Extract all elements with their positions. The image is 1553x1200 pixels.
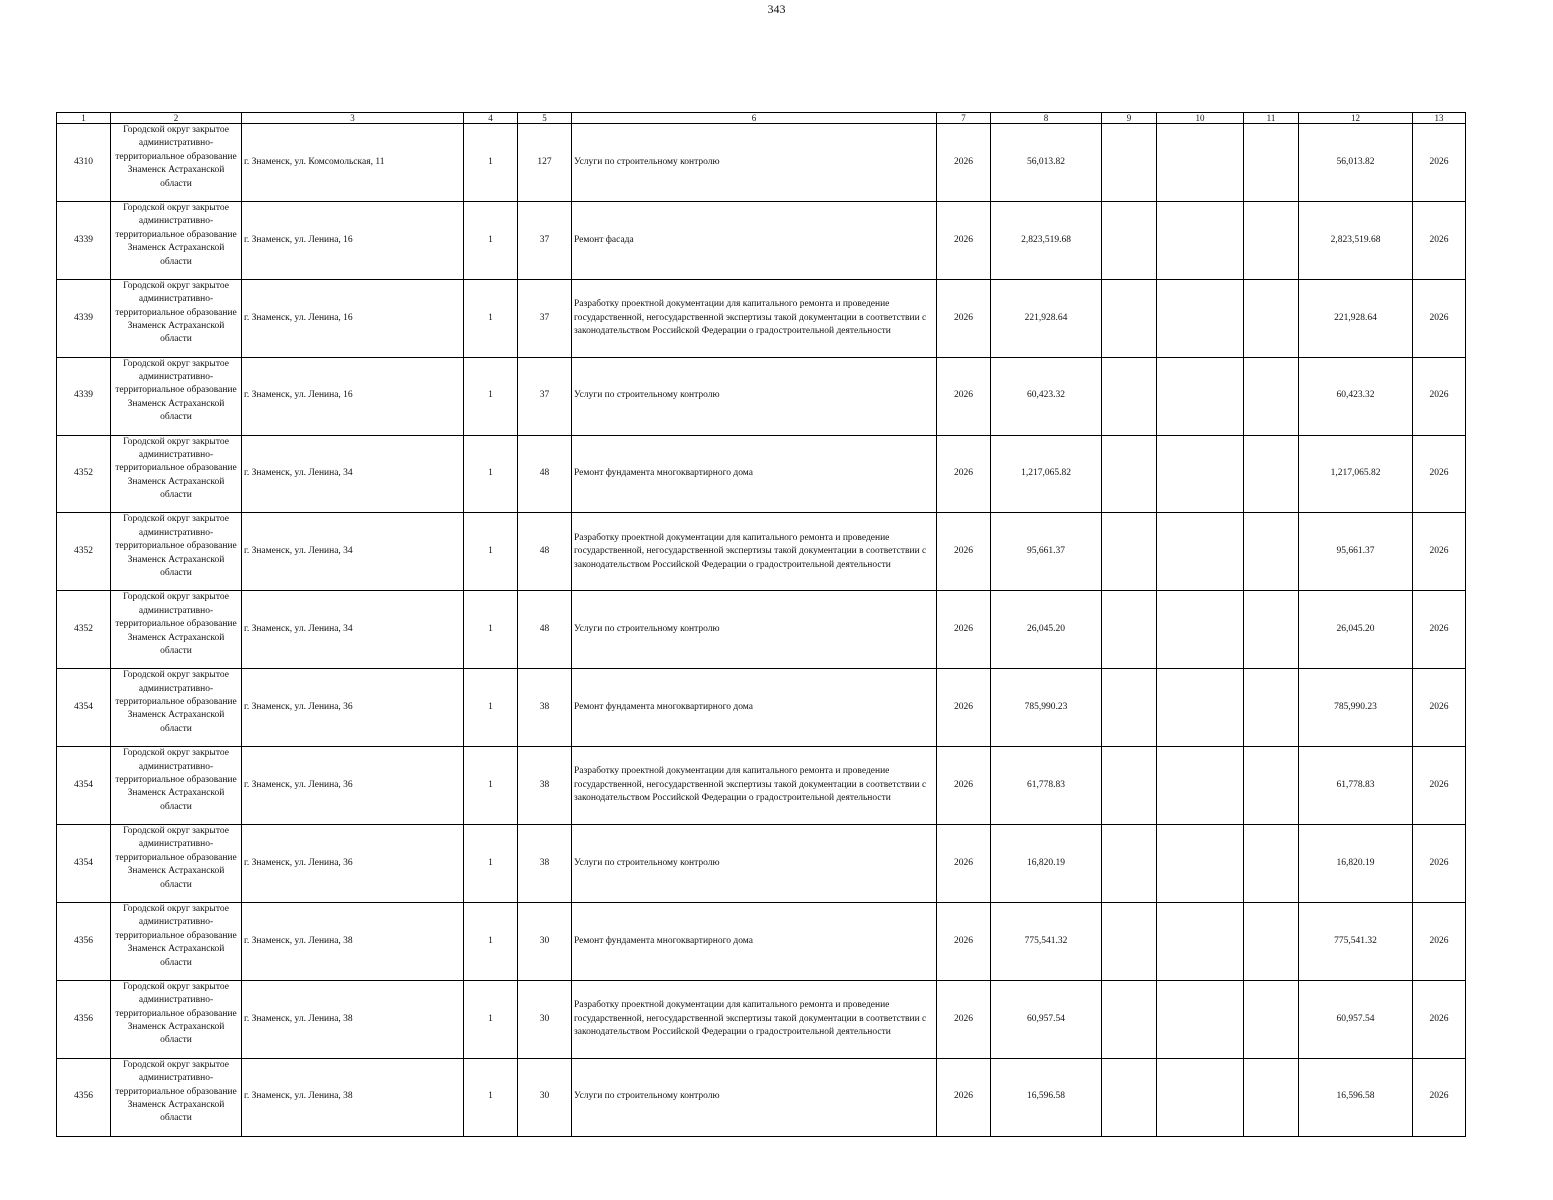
municipality-cell: Городской округ закрытое административно-территориальное образование Знаменск Астраханской области: [111, 747, 242, 825]
registry-table: [56, 112, 1466, 1137]
column-header: 4: [464, 113, 518, 124]
address-cell: г. Знаменск, ул. Ленина, 34: [242, 435, 464, 513]
col12-cell: 1,217,065.82: [1299, 435, 1413, 513]
work-type-cell: Разработку проектной документации для капитального ремонта и проведение государственной, негосударственной экспертизы такой документации в соответствии с законодательством Российской Федерации о градостроительной деятельности: [572, 747, 937, 825]
object-id: 4356: [57, 902, 111, 980]
col12-cell: 60,423.32: [1299, 357, 1413, 435]
total-cost-cell: 60,957.54: [991, 980, 1102, 1058]
col4-cell: 1: [464, 747, 518, 825]
col12-cell: 221,928.64: [1299, 279, 1413, 357]
completion-year-cell: 2026: [1413, 980, 1466, 1058]
column-header: 3: [242, 113, 464, 124]
col12-cell: 60,957.54: [1299, 980, 1413, 1058]
address-cell: г. Знаменск, ул. Ленина, 34: [242, 591, 464, 669]
municipality-cell: Городской округ закрытое административно-территориальное образование Знаменск Астраханской области: [111, 980, 242, 1058]
object-id: 4352: [57, 591, 111, 669]
completion-year-cell: 2026: [1413, 279, 1466, 357]
address-cell: г. Знаменск, ул. Ленина, 38: [242, 980, 464, 1058]
col12-cell: 95,661.37: [1299, 513, 1413, 591]
object-id: 4354: [57, 747, 111, 825]
work-type-cell: Услуги по строительному контролю: [572, 591, 937, 669]
col9-cell: [1102, 669, 1157, 747]
col10-cell: [1157, 201, 1244, 279]
col5-cell: 48: [518, 591, 572, 669]
col11-cell: [1244, 279, 1299, 357]
col10-cell: [1157, 435, 1244, 513]
col9-cell: [1102, 591, 1157, 669]
col9-cell: [1102, 825, 1157, 903]
table-row: [57, 435, 1466, 513]
col4-cell: 1: [464, 357, 518, 435]
column-header: 7: [937, 113, 991, 124]
col4-cell: 1: [464, 124, 518, 202]
year-cell: 2026: [937, 124, 991, 202]
total-cost-cell: 2,823,519.68: [991, 201, 1102, 279]
col10-cell: [1157, 902, 1244, 980]
object-id: 4354: [57, 669, 111, 747]
col11-cell: [1244, 591, 1299, 669]
completion-year-cell: 2026: [1413, 825, 1466, 903]
col5-cell: 30: [518, 902, 572, 980]
completion-year-cell: 2026: [1413, 902, 1466, 980]
table-row: [57, 124, 1466, 202]
col11-cell: [1244, 513, 1299, 591]
total-cost-cell: 775,541.32: [991, 902, 1102, 980]
col10-cell: [1157, 980, 1244, 1058]
col9-cell: [1102, 513, 1157, 591]
col4-cell: 1: [464, 902, 518, 980]
address-cell: г. Знаменск, ул. Ленина, 16: [242, 279, 464, 357]
work-type-cell: Услуги по строительному контролю: [572, 825, 937, 903]
address-cell: г. Знаменск, ул. Ленина, 34: [242, 513, 464, 591]
col11-cell: [1244, 201, 1299, 279]
address-cell: г. Знаменск, ул. Ленина, 36: [242, 669, 464, 747]
object-id: 4356: [57, 1058, 111, 1136]
col11-cell: [1244, 1058, 1299, 1136]
col4-cell: 1: [464, 591, 518, 669]
municipality-cell: Городской округ закрытое административно-территориальное образование Знаменск Астраханской области: [111, 279, 242, 357]
year-cell: 2026: [937, 1058, 991, 1136]
completion-year-cell: 2026: [1413, 201, 1466, 279]
col5-cell: 38: [518, 669, 572, 747]
completion-year-cell: 2026: [1413, 357, 1466, 435]
municipality-cell: Городской округ закрытое административно-территориальное образование Знаменск Астраханской области: [111, 1058, 242, 1136]
col5-cell: 38: [518, 747, 572, 825]
total-cost-cell: 221,928.64: [991, 279, 1102, 357]
col9-cell: [1102, 747, 1157, 825]
completion-year-cell: 2026: [1413, 435, 1466, 513]
col12-cell: 26,045.20: [1299, 591, 1413, 669]
col11-cell: [1244, 669, 1299, 747]
work-type-cell: Разработку проектной документации для капитального ремонта и проведение государственной, негосударственной экспертизы такой документации в соответствии с законодательством Российской Федерации о градостроительной деятельности: [572, 279, 937, 357]
object-id: 4310: [57, 124, 111, 202]
total-cost-cell: 60,423.32: [991, 357, 1102, 435]
total-cost-cell: 16,820.19: [991, 825, 1102, 903]
table-row: [57, 279, 1466, 357]
col9-cell: [1102, 201, 1157, 279]
col11-cell: [1244, 357, 1299, 435]
col5-cell: 30: [518, 1058, 572, 1136]
total-cost-cell: 26,045.20: [991, 591, 1102, 669]
completion-year-cell: 2026: [1413, 124, 1466, 202]
col12-cell: 16,820.19: [1299, 825, 1413, 903]
header-row: [57, 113, 1466, 124]
work-type-cell: Ремонт фундамента многоквартирного дома: [572, 902, 937, 980]
table-row: [57, 747, 1466, 825]
col5-cell: 38: [518, 825, 572, 903]
completion-year-cell: 2026: [1413, 669, 1466, 747]
col4-cell: 1: [464, 669, 518, 747]
column-header: 9: [1102, 113, 1157, 124]
work-type-cell: Услуги по строительному контролю: [572, 357, 937, 435]
year-cell: 2026: [937, 201, 991, 279]
col4-cell: 1: [464, 435, 518, 513]
col9-cell: [1102, 357, 1157, 435]
municipality-cell: Городской округ закрытое административно-территориальное образование Знаменск Астраханской области: [111, 201, 242, 279]
col10-cell: [1157, 591, 1244, 669]
object-id: 4352: [57, 435, 111, 513]
col9-cell: [1102, 435, 1157, 513]
col12-cell: 2,823,519.68: [1299, 201, 1413, 279]
year-cell: 2026: [937, 669, 991, 747]
year-cell: 2026: [937, 435, 991, 513]
col4-cell: 1: [464, 825, 518, 903]
work-type-cell: Ремонт фундамента многоквартирного дома: [572, 669, 937, 747]
col10-cell: [1157, 1058, 1244, 1136]
col11-cell: [1244, 980, 1299, 1058]
work-type-cell: Ремонт фасада: [572, 201, 937, 279]
col5-cell: 37: [518, 279, 572, 357]
total-cost-cell: 16,596.58: [991, 1058, 1102, 1136]
col11-cell: [1244, 825, 1299, 903]
address-cell: г. Знаменск, ул. Ленина, 16: [242, 357, 464, 435]
col10-cell: [1157, 279, 1244, 357]
table-row: [57, 902, 1466, 980]
object-id: 4356: [57, 980, 111, 1058]
col12-cell: 16,596.58: [1299, 1058, 1413, 1136]
col11-cell: [1244, 435, 1299, 513]
table-body: [57, 124, 1466, 1137]
municipality-cell: Городской округ закрытое административно-территориальное образование Знаменск Астраханской области: [111, 124, 242, 202]
municipality-cell: Городской округ закрытое административно-территориальное образование Знаменск Астраханской области: [111, 825, 242, 903]
col5-cell: 127: [518, 124, 572, 202]
column-header: 5: [518, 113, 572, 124]
municipality-cell: Городской округ закрытое административно-территориальное образование Знаменск Астраханской области: [111, 357, 242, 435]
col10-cell: [1157, 825, 1244, 903]
object-id: 4339: [57, 279, 111, 357]
work-type-cell: Ремонт фундамента многоквартирного дома: [572, 435, 937, 513]
total-cost-cell: 95,661.37: [991, 513, 1102, 591]
column-header: 10: [1157, 113, 1244, 124]
column-header: 6: [572, 113, 937, 124]
col5-cell: 30: [518, 980, 572, 1058]
completion-year-cell: 2026: [1413, 1058, 1466, 1136]
year-cell: 2026: [937, 357, 991, 435]
object-id: 4354: [57, 825, 111, 903]
municipality-cell: Городской округ закрытое административно-территориальное образование Знаменск Астраханской области: [111, 513, 242, 591]
work-type-cell: Услуги по строительному контролю: [572, 1058, 937, 1136]
object-id: 4339: [57, 357, 111, 435]
col4-cell: 1: [464, 513, 518, 591]
col10-cell: [1157, 669, 1244, 747]
col9-cell: [1102, 980, 1157, 1058]
completion-year-cell: 2026: [1413, 513, 1466, 591]
total-cost-cell: 61,778.83: [991, 747, 1102, 825]
col9-cell: [1102, 279, 1157, 357]
column-header: 2: [111, 113, 242, 124]
year-cell: 2026: [937, 747, 991, 825]
table-row: [57, 357, 1466, 435]
municipality-cell: Городской округ закрытое административно-территориальное образование Знаменск Астраханской области: [111, 435, 242, 513]
year-cell: 2026: [937, 980, 991, 1058]
work-type-cell: Услуги по строительному контролю: [572, 124, 937, 202]
col12-cell: 775,541.32: [1299, 902, 1413, 980]
col4-cell: 1: [464, 201, 518, 279]
col5-cell: 37: [518, 201, 572, 279]
total-cost-cell: 56,013.82: [991, 124, 1102, 202]
col9-cell: [1102, 902, 1157, 980]
work-type-cell: Разработку проектной документации для капитального ремонта и проведение государственной, негосударственной экспертизы такой документации в соответствии с законодательством Российской Федерации о градостроительной деятельности: [572, 513, 937, 591]
address-cell: г. Знаменск, ул. Ленина, 38: [242, 1058, 464, 1136]
table-row: [57, 1058, 1466, 1136]
address-cell: г. Знаменск, ул. Ленина, 16: [242, 201, 464, 279]
col11-cell: [1244, 902, 1299, 980]
total-cost-cell: 785,990.23: [991, 669, 1102, 747]
col4-cell: 1: [464, 279, 518, 357]
col12-cell: 61,778.83: [1299, 747, 1413, 825]
col4-cell: 1: [464, 980, 518, 1058]
total-cost-cell: 1,217,065.82: [991, 435, 1102, 513]
column-header: 8: [991, 113, 1102, 124]
address-cell: г. Знаменск, ул. Ленина, 36: [242, 747, 464, 825]
year-cell: 2026: [937, 825, 991, 903]
col11-cell: [1244, 124, 1299, 202]
column-header: 1: [57, 113, 111, 124]
col10-cell: [1157, 124, 1244, 202]
page-number: 343: [767, 2, 786, 16]
col12-cell: 56,013.82: [1299, 124, 1413, 202]
column-header: 12: [1299, 113, 1413, 124]
municipality-cell: Городской округ закрытое административно-территориальное образование Знаменск Астраханской области: [111, 591, 242, 669]
year-cell: 2026: [937, 513, 991, 591]
address-cell: г. Знаменск, ул. Комсомольская, 11: [242, 124, 464, 202]
col10-cell: [1157, 747, 1244, 825]
table-row: [57, 513, 1466, 591]
object-id: 4352: [57, 513, 111, 591]
table-row: [57, 201, 1466, 279]
address-cell: г. Знаменск, ул. Ленина, 36: [242, 825, 464, 903]
municipality-cell: Городской округ закрытое административно-территориальное образование Знаменск Астраханской области: [111, 902, 242, 980]
completion-year-cell: 2026: [1413, 747, 1466, 825]
table-row: [57, 825, 1466, 903]
municipality-cell: Городской округ закрытое административно-территориальное образование Знаменск Астраханской области: [111, 669, 242, 747]
col4-cell: 1: [464, 1058, 518, 1136]
year-cell: 2026: [937, 591, 991, 669]
col10-cell: [1157, 513, 1244, 591]
col10-cell: [1157, 357, 1244, 435]
year-cell: 2026: [937, 902, 991, 980]
col12-cell: 785,990.23: [1299, 669, 1413, 747]
table-row: [57, 669, 1466, 747]
work-type-cell: Разработку проектной документации для капитального ремонта и проведение государственной, негосударственной экспертизы такой документации в соответствии с законодательством Российской Федерации о градостроительной деятельности: [572, 980, 937, 1058]
col5-cell: 48: [518, 513, 572, 591]
address-cell: г. Знаменск, ул. Ленина, 38: [242, 902, 464, 980]
column-header: 11: [1244, 113, 1299, 124]
completion-year-cell: 2026: [1413, 591, 1466, 669]
col5-cell: 37: [518, 357, 572, 435]
col11-cell: [1244, 747, 1299, 825]
table-row: [57, 980, 1466, 1058]
year-cell: 2026: [937, 279, 991, 357]
object-id: 4339: [57, 201, 111, 279]
column-header: 13: [1413, 113, 1466, 124]
col5-cell: 48: [518, 435, 572, 513]
col9-cell: [1102, 1058, 1157, 1136]
table-row: [57, 591, 1466, 669]
col9-cell: [1102, 124, 1157, 202]
